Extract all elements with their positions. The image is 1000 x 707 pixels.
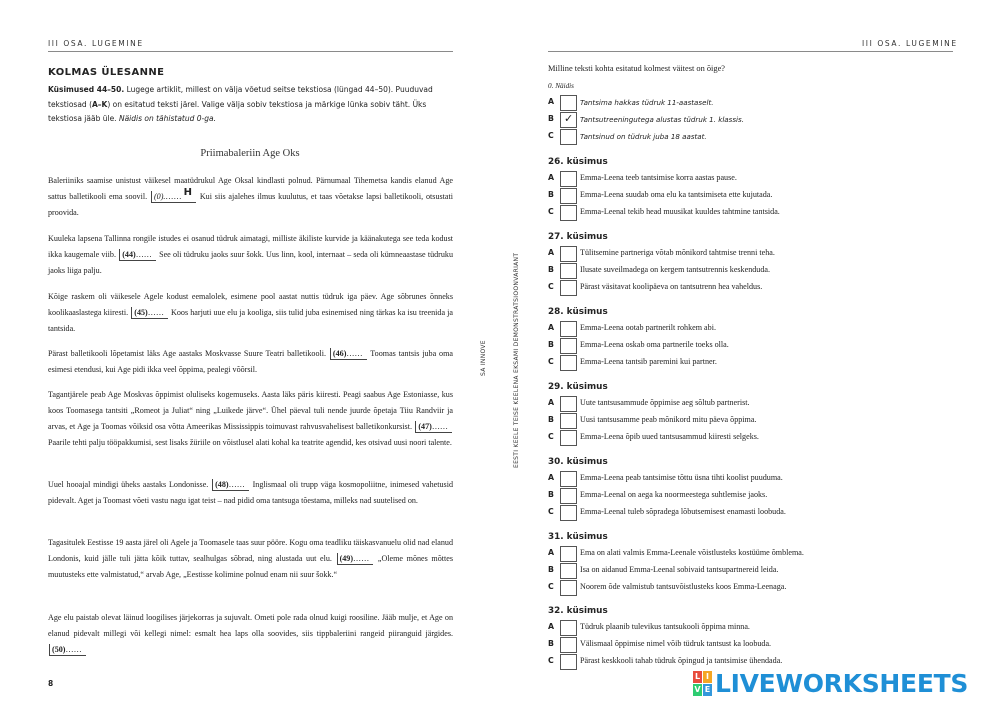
option-letter: B	[548, 565, 554, 574]
option-letter: A	[548, 622, 555, 631]
article-paragraph: Kuuleka lapsena Tallinna rongile istudes ei osanud tüdruk aimatagi, milliste äkiliste kurvide ja käänakutega see teda kodust ikka kaugemale viib. (44)…… See oli tüdruku jaoks suur šokk. Uus linn, kool, internaat – seda oli kümneaastase tüdruku jaoks liiga palju.	[48, 234, 454, 275]
option-letter: B	[548, 265, 554, 274]
answer-checkbox[interactable]	[560, 430, 577, 446]
answer-option	[548, 355, 948, 372]
header-divider	[548, 51, 953, 52]
question-title: 28. küsimus	[548, 307, 608, 317]
logo-letter: E	[704, 685, 711, 694]
example-label: 0. Näidis	[548, 82, 574, 90]
example-checkbox	[560, 112, 577, 128]
option-letter: C	[548, 282, 554, 291]
option-text: Emma-Leena teeb tantsimise korra aastas pause.	[580, 173, 737, 182]
option-letter: A	[548, 548, 555, 557]
answer-checkbox[interactable]	[560, 488, 577, 504]
answer-checkbox[interactable]	[560, 171, 577, 187]
questions-prompt: Milline teksti kohta esitatud kolmest väitest on õige?	[548, 64, 726, 73]
logo-letter: L	[694, 672, 701, 681]
check-icon: ✓	[564, 113, 574, 125]
example-option	[548, 95, 948, 112]
option-text: Isa on aidanud Emma-Leenal sobivaid tantsupartnereid leida.	[580, 565, 779, 574]
option-text: Emma-Leena peab tantsimise tõttu üsna tihti koolist puuduma.	[580, 473, 783, 482]
option-letter: B	[548, 114, 554, 123]
article-paragraph: Pärast balletikooli lõpetamist läks Age aastaks Moskvasse Suure Teatri balletikooli. (46)…… Toomas tantsis juba oma esimesi etendusi, kui Age pidi ikka veel õppima, pealegi võõrsil.	[48, 349, 453, 374]
answer-option	[548, 620, 948, 637]
option-letter: A	[548, 248, 555, 257]
answer-option	[548, 430, 948, 447]
logo-mark	[693, 671, 713, 697]
section-header: III OSA. LUGEMINE	[48, 39, 144, 48]
option-text: Ema on alati valmis Emma-Leenale võistlusteks kostüüme õmblema.	[580, 548, 804, 557]
liveworksheets-logo	[693, 668, 993, 700]
answer-option	[548, 488, 948, 505]
option-text: Emma-Leena ootab partnerilt rohkem abi.	[580, 323, 716, 332]
example-checkbox	[560, 95, 577, 111]
answer-option	[548, 188, 948, 205]
answer-checkbox[interactable]	[560, 471, 577, 487]
answer-option	[548, 396, 948, 413]
option-letter: A	[548, 97, 555, 106]
answer-option	[548, 546, 948, 563]
example-checkbox	[560, 129, 577, 145]
option-text: Tantsinud on tüdruk juba 18 aastat.	[580, 132, 707, 141]
answer-option	[548, 280, 948, 297]
answer-checkbox[interactable]	[560, 637, 577, 653]
task-instructions: Küsimused 44–50. Lugege artiklit, millest on välja võetud seitse tekstiosa (lüngad 44–50). Puuduvad tekstiosad (A–K) on esitatud teksti järel. Valige välja sobiv tekstiosa ja märkige lünka sobiv täht. Üks tekstiosa jääb üle. Näidis on tähistatud 0-ga.	[48, 85, 433, 123]
answer-checkbox[interactable]	[560, 654, 577, 670]
answer-checkbox[interactable]	[560, 580, 577, 596]
option-text: Emma-Leenal on aega ka noormeestega suhtlemise jaoks.	[580, 490, 768, 499]
answer-option	[548, 321, 948, 338]
question-title: 29. küsimus	[548, 382, 608, 392]
answer-option	[548, 580, 948, 597]
option-text: Emma-Leena suudab oma elu ka tantsimiseta ette kujutada.	[580, 190, 773, 199]
answer-option	[548, 413, 948, 430]
task-title: KOLMAS ÜLESANNE	[48, 67, 165, 78]
answer-option	[548, 505, 948, 522]
question-title: 31. küsimus	[548, 532, 608, 542]
logo-letter: I	[703, 671, 712, 683]
gap-0-answer: H	[183, 186, 192, 198]
gap-48[interactable]: (48)……	[212, 479, 249, 491]
question-title: 27. küsimus	[548, 232, 608, 242]
gap-44[interactable]: (44)……	[119, 249, 156, 261]
header-divider	[48, 51, 453, 52]
option-text: Uute tantsusammude õppimise aeg sõltub partnerist.	[580, 398, 750, 407]
answer-checkbox[interactable]	[560, 620, 577, 636]
option-letter: B	[548, 190, 554, 199]
article-paragraph: Kõige raskem oli väikesele Agele kodust eemalolek, esimene pool aastat nuttis tüdruk iga päev. Age sõbrunes õnneks koolikaaslastega kiiresti. (45)…… Koos harjuti uue elu ja kooliga, siis tulid juba esinemised ning tärkas ka isu treenida ja tantsida.	[48, 292, 453, 333]
option-letter: C	[548, 357, 554, 366]
option-letter: B	[548, 639, 554, 648]
logo-letter: V	[694, 685, 701, 694]
gap-46[interactable]: (46)……	[330, 348, 367, 360]
answer-option	[548, 338, 948, 355]
answer-checkbox[interactable]	[560, 563, 577, 579]
option-letter: A	[548, 398, 555, 407]
gap-45[interactable]: (45)……	[131, 307, 168, 319]
publisher-label: SA INNOVE	[480, 340, 487, 376]
option-text: Uusi tantsusamme peab mõnikord mitu päeva õppima.	[580, 415, 757, 424]
option-text: Ilusate suveilmadega on kergem tantsutrennis keskenduda.	[580, 265, 771, 274]
page-number: 8	[48, 679, 54, 688]
option-text: Välismaal õppimise nimel võib tüdruk tantsust ka loobuda.	[580, 639, 772, 648]
answer-option	[548, 563, 948, 580]
option-letter: C	[548, 207, 554, 216]
answer-checkbox[interactable]	[560, 338, 577, 354]
answer-checkbox[interactable]	[560, 396, 577, 412]
answer-checkbox[interactable]	[560, 355, 577, 371]
answer-option	[548, 263, 948, 280]
answer-checkbox[interactable]	[560, 413, 577, 429]
answer-option	[548, 637, 948, 654]
article-paragraph: Tagantjärele peab Age Moskvas õppimist oluliseks kogemuseks. Aasta läks päris kiiresti. Peagi saabus Age Estoniasse, kus koos Toomasega tantsiti „Romeot ja Juliat“ ning „Luikede järve“. Ühel päeval tuli nende juurde õpetaja Tiiu Randviir ja arvas, et Age ja Toomas võiksid osa võtta Ameerikas Mississippis toimuvast rahvusvahelisest balletikonkursist. (47)…… Paarile tehti palju tööpakkumisi, sest lisaks žüriile on võistlusel alati kohal ka teatrite agendid, kes otsivad uusi noori talente.	[48, 390, 453, 447]
section-header: III OSA. LUGEMINE	[862, 39, 958, 48]
answer-option	[548, 171, 948, 188]
option-letter: C	[548, 432, 554, 441]
option-text: Emma-Leena õpib uued tantsusammud kiiresti selgeks.	[580, 432, 759, 441]
gap-47[interactable]: (47)……	[415, 421, 452, 433]
article-paragraph: Age elu paistab olevat läinud loogilises järjekorras ja sujuvalt. Ometi pole rada olnud kuigi roosiline. Jääb mulje, et Age on elanud pidevalt millegi või kellegi nimel: esmalt hea laps olla soovides, siis tippbaleriini rangeid piiranguid järgides. (50)……	[48, 613, 453, 654]
question-title: 32. küsimus	[548, 606, 608, 616]
option-letter: C	[548, 131, 554, 140]
option-text: Pärast väsitavat koolipäeva on tantsutrenn hea vaheldus.	[580, 282, 763, 291]
option-letter: A	[548, 173, 555, 182]
gap-49[interactable]: (49)……	[337, 553, 374, 565]
option-letter: A	[548, 473, 555, 482]
answer-option	[548, 471, 948, 488]
answer-checkbox[interactable]	[560, 263, 577, 279]
answer-checkbox[interactable]	[560, 280, 577, 296]
option-letter: C	[548, 656, 554, 665]
option-letter: B	[548, 340, 554, 349]
answer-checkbox[interactable]	[560, 546, 577, 562]
option-text: Emma-Leena tantsib paremini kui partner.	[580, 357, 717, 366]
option-letter: C	[548, 507, 554, 516]
answer-checkbox[interactable]	[560, 188, 577, 204]
gap-0-example: (0).…… H	[151, 191, 196, 203]
example-option	[548, 112, 948, 129]
option-text: Tüdruk plaanib tulevikus tantsukooli õppima minna.	[580, 622, 750, 631]
option-letter: B	[548, 415, 554, 424]
answer-option	[548, 246, 948, 263]
option-text: Tantsutreeningutega alustas tüdruk 1. klassis.	[580, 115, 744, 124]
exam-label: EESTI KEELE TEISE KEELENA EKSAMI DEMONSTRATSIOONVARIANT	[513, 252, 520, 468]
answer-checkbox[interactable]	[560, 205, 577, 221]
logo-text: LIVEWORKSHEETS	[715, 669, 969, 698]
answer-option	[548, 205, 948, 222]
option-text: Emma-Leena oskab oma partnerile toeks olla.	[580, 340, 729, 349]
answer-checkbox[interactable]	[560, 321, 577, 337]
option-text: Pärast keskkooli tahab tüdruk õpingud ja tantsimise ühendada.	[580, 656, 783, 665]
example-option	[548, 129, 948, 146]
answer-checkbox[interactable]	[560, 246, 577, 262]
question-title: 26. küsimus	[548, 157, 608, 167]
article-paragraph: Uuel hooajal mindigi üheks aastaks Londonisse. (48)…… Inglismaal oli trupp väga kosmopoliitne, inimesed vahetusid pidevalt. Aget ja Toomast võeti vastu nagu igat teist – nad pidid oma tantsuga tõestama, milleks nad suutelised on.	[48, 480, 453, 505]
article-paragraph: Baleriiniks saamise unistust väikesel maatüdrukul Age Oksal kindlasti polnud. Pärnumaal Tihemetsa kandis elanud Age sattus balletikooli ema soovil. (0).…… H Kui siis ajalehes ilmus kuulutus, et taas võetakse lapsi balletikooli, otsustati proovida.	[48, 176, 453, 217]
option-text: Noorem õde valmistub tantsuvõistlusteks koos Emma-Leenaga.	[580, 582, 787, 591]
article-paragraph: Tagasitulek Eestisse 19 aasta järel oli Agele ja Toomasele taas suur pööre. Kogu oma teadliku täiskasvanuelu olid nad elanud Londonis, kuid jälle tuli jätta kõik tuttav, sealhulgas sõbrad, ning alustada uut elu. (49)…… „Oleme mõnes mõttes muutusteks ette valmistatud,“ arvab Age, „Eestisse kolimine polnud enam nii suur šokk.“	[48, 538, 453, 579]
instructions-questions: Küsimused 44–50.	[48, 85, 125, 94]
question-title: 30. küsimus	[548, 457, 608, 467]
option-text: Emma-Leenal tuleb sõpradega lõbutsemisest enamasti loobuda.	[580, 507, 786, 516]
option-letter: C	[548, 582, 554, 591]
option-text: Tantsima hakkas tüdruk 11-aastaselt.	[580, 98, 714, 107]
article-title: Priimabaleriin Age Oks	[200, 148, 300, 159]
option-letter: B	[548, 490, 554, 499]
instructions-example-note: Näidis on tähistatud 0-ga.	[118, 114, 216, 123]
option-letter: A	[548, 323, 555, 332]
gap-50[interactable]: (50)……	[49, 644, 86, 656]
answer-checkbox[interactable]	[560, 505, 577, 521]
option-text: Emma-Leenal tekib head muusikat kuuldes tahtmine tantsida.	[580, 207, 780, 216]
option-text: Tülitsemine partneriga võtab mõnikord tahtmise trenni teha.	[580, 248, 775, 257]
